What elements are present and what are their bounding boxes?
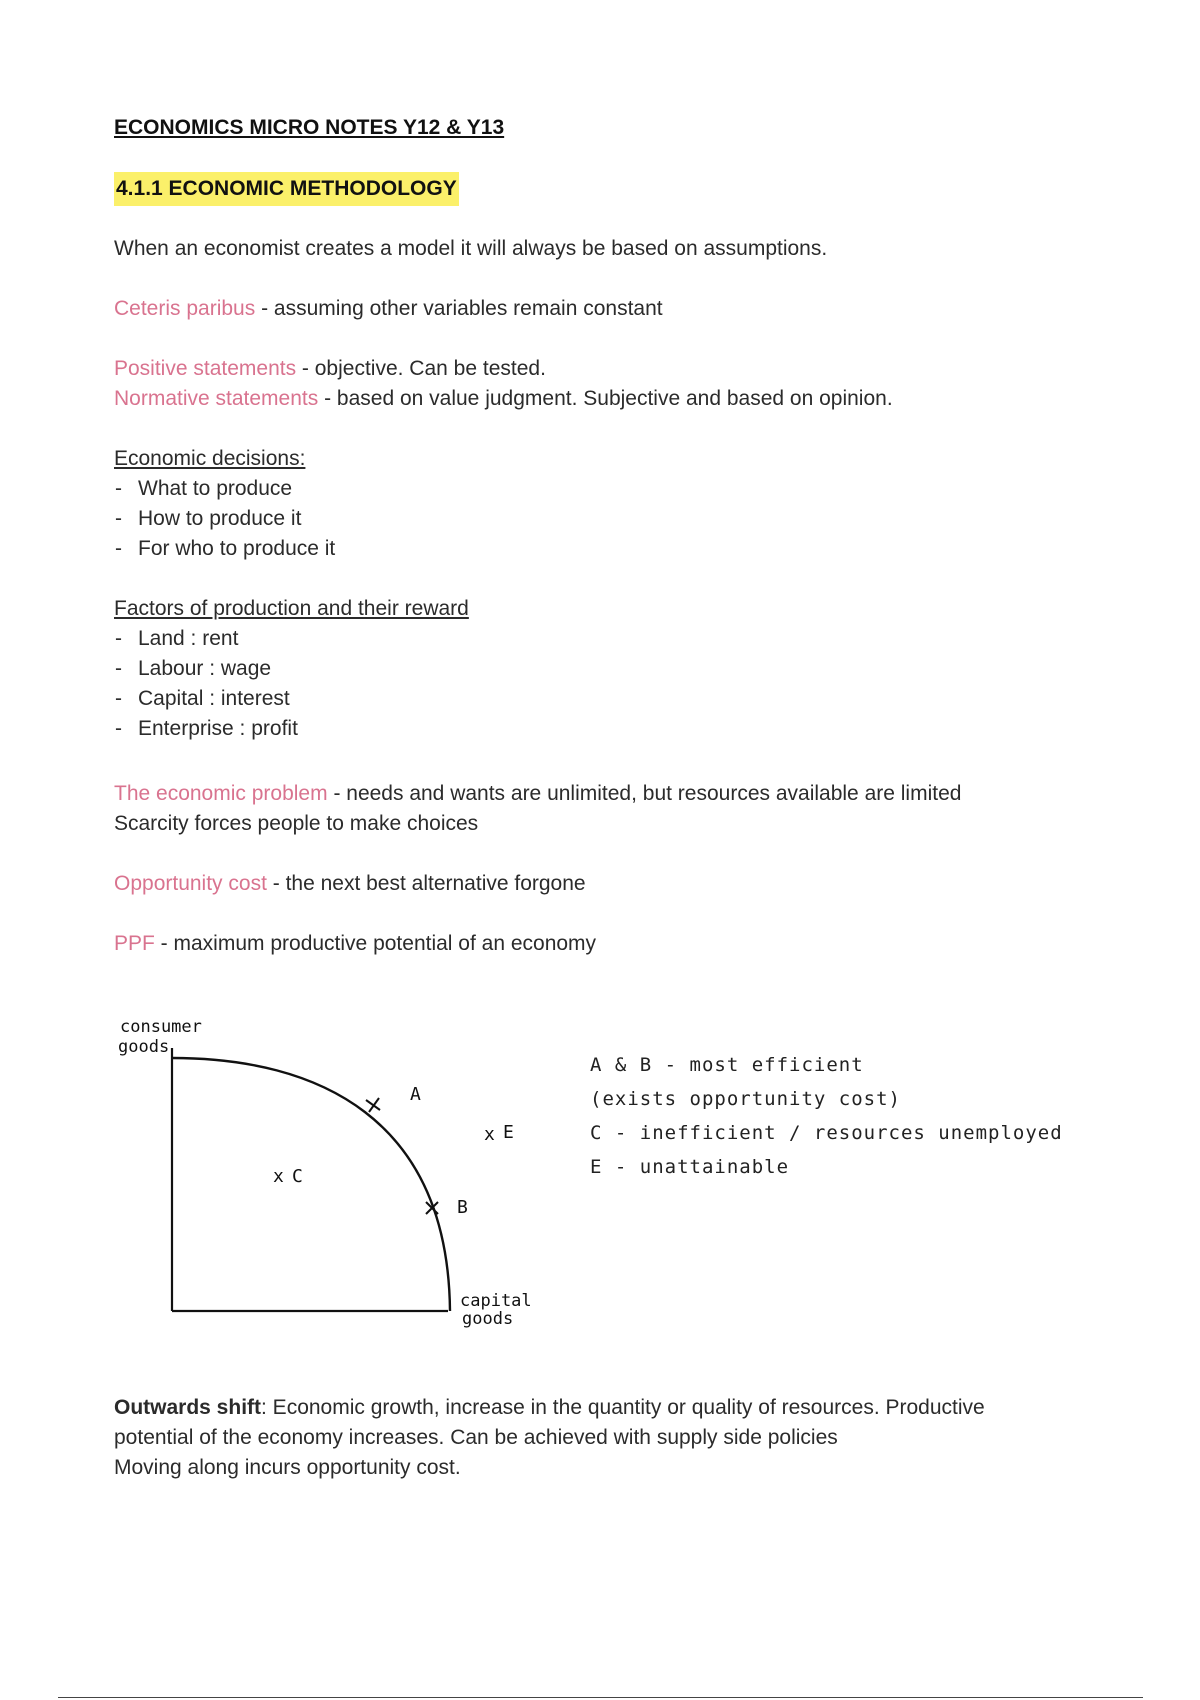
economic-problem-line [114,779,961,809]
economic-problem [114,779,961,839]
definition-economic-problem: - needs and wants are unlimited, but resources available are limited [327,782,962,805]
section-heading: 4.1.1 ECONOMIC METHODOLOGY [114,172,459,206]
term-economic-problem: The economic problem [114,782,328,805]
note-opportunity-cost: (exists opportunity cost) [590,1088,901,1110]
definition-opportunity-cost: - the next best alternative forgone [266,872,586,895]
definition-ppf: - maximum productive potential of an economy [154,932,597,955]
economic-decisions-heading: Economic decisions: [114,447,306,470]
definition-positive-statements: - objective. Can be tested. [296,357,546,380]
point-a-label: A [410,1084,421,1105]
economic-decisions [114,444,335,564]
moving-along-line: Moving along incurs opportunity cost. [114,1456,461,1479]
point-b-label: B [457,1197,468,1218]
x-axis-label-goods: goods [462,1309,514,1329]
positive-statements-line [114,354,546,384]
document-title: ECONOMICS MICRO NOTES Y12 & Y13 [114,116,505,139]
y-axis-label-goods: goods [118,1037,170,1057]
list-item: - Enterprise : profit [114,714,469,744]
note-c: C - inefficient / resources unemployed [590,1122,1063,1144]
ceteris-paribus-line [114,294,663,324]
definition-normative-statements: - based on value judgment. Subjective and based on opinion. [318,387,893,410]
list-item: - How to produce it [114,504,335,534]
list-item: - Labour : wage [114,654,469,684]
term-opportunity-cost: Opportunity cost [114,872,267,895]
diagram-notes [590,1048,1063,1184]
point-c-cross: x [273,1166,284,1187]
footer-divider [58,1697,1143,1698]
scarcity-line: Scarcity forces people to make choices [114,812,479,835]
term-positive-statements: Positive statements [114,357,297,380]
list-item: - What to produce [114,474,335,504]
factors-list [114,624,469,744]
term-ceteris-paribus: Ceteris paribus [114,297,256,320]
list-item: - For who to produce it [114,534,335,564]
normative-statements-line [114,384,893,414]
factors-heading: Factors of production and their reward [114,597,469,620]
note-a-b: A & B - most efficient [590,1054,864,1076]
opportunity-cost-line [114,869,586,899]
outwards-shift-paragraph [114,1393,1064,1453]
note-e: E - unattainable [590,1156,790,1178]
intro-text: When an economist creates a model it will always be based on assumptions. [114,237,828,260]
point-e-cross: x [484,1124,495,1145]
point-c-label: C [292,1166,303,1187]
outwards-shift-term: Outwards shift [114,1396,262,1419]
outwards-shift-text: : Economic growth, increase in the quantity or quality of resources. Productive potential of the economy increases. Can be achieved with supply side policies [114,1396,985,1449]
ppf-curve [172,1058,450,1311]
ppf-line [114,929,596,959]
list-item: - Capital : interest [114,684,469,714]
factors-of-production [114,594,469,744]
economic-decisions-list [114,474,335,564]
point-a-marker [366,1098,380,1112]
ppf-diagram [108,1008,588,1338]
definition-ceteris-paribus: - assuming other variables remain constant [255,297,663,320]
list-item: - Land : rent [114,624,469,654]
y-axis-label-consumer: consumer [120,1017,202,1037]
term-normative-statements: Normative statements [114,387,319,410]
x-axis-label-capital: capital [460,1291,532,1311]
term-ppf: PPF [114,932,155,955]
outwards-shift [114,1393,1064,1483]
point-e-label: E [503,1122,514,1143]
